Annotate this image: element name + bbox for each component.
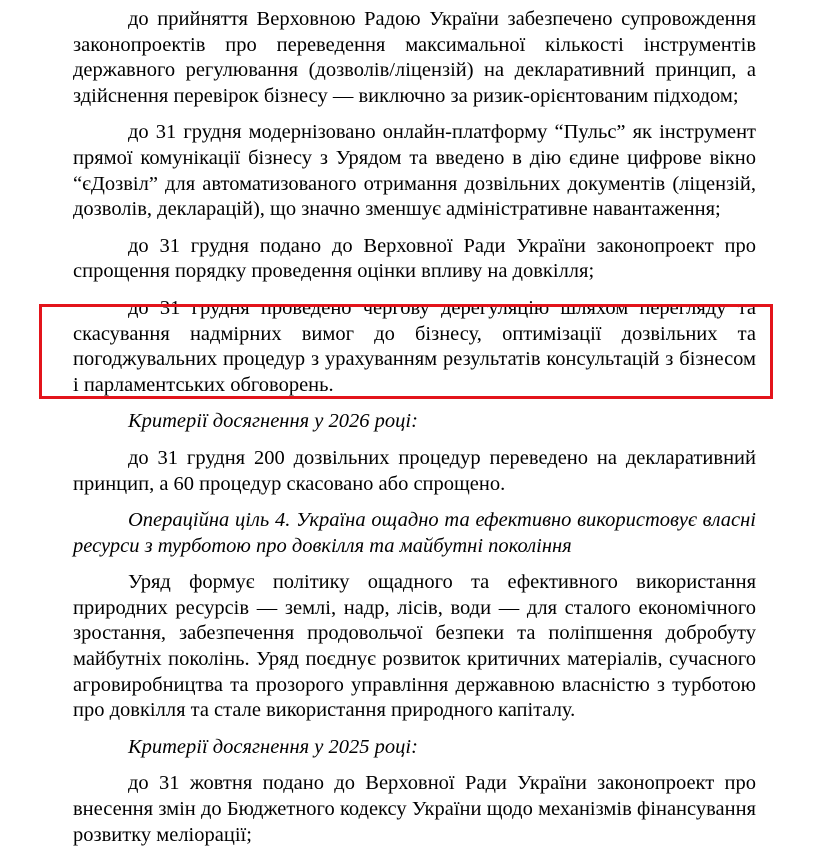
paragraph-puls-platform: до 31 грудня модернізовано онлайн-платформу “Пульс” як інструмент прямої комунікації бізнесу з Урядом та введено в дію єдине цифрове вікно “єДозвіл” для автоматизованого отримання дозвільних документів (ліцензій, дозволів, декларацій), що значно зменшує адміністративне навантаження; — [73, 121, 756, 221]
paragraph-highlighted-deregulation: до 31 грудня проведено чергову дерегуляцію шляхом перегляду та скасування надмірних вимог до бізнесу, оптимізації дозвільних та погоджувальних процедур з урахуванням результатів консультацій з бізнесом і парламентських обговорень. — [73, 296, 756, 396]
heading-criteria-2025: Критерії досягнення у 2025 році: — [128, 735, 418, 758]
paragraph-budget-code-bill: до 31 жовтня подано до Верховної Ради України законопроект про внесення змін до Бюджетного кодексу України щодо механізмів фінансування розвитку меліорації; — [73, 772, 756, 846]
paragraph-deregulation-bills: до прийняття Верховною Радою України забезпечено супровождення законопроектів про переведення максимальної кількості інструментів державного регулювання (дозволів/ліцензій) на декларативний принцип, а здійснення перевірок бізнесу — виключно за ризик-орієнтованим підходом; — [73, 8, 756, 107]
paragraph-natural-resources-policy: Уряд формує політику ощадного та ефективного використання природних ресурсів — землі, надр, лісів, води — для сталого економічного зростання, забезпечення продовольчої безпеки та поліпшення добробуту майбутніх поколінь. Уряд поєднує розвиток критичних матеріалів, сучасного агровиробництва та прозорого управління державною власністю з турботою про довкілля та стале використання природного капіталу. — [73, 571, 756, 722]
paragraph-200-procedures: до 31 грудня 200 дозвільних процедур переведено на декларативний принцип, а 60 процедур скасовано або спрощено. — [73, 446, 756, 495]
heading-criteria-2026: Критерії досягнення у 2026 році: — [128, 410, 418, 433]
paragraph-environmental-impact: до 31 грудня подано до Верховної Ради України законопроект про спрощення порядку проведення оцінки впливу на довкілля; — [73, 234, 756, 283]
heading-operational-goal-4: Операційна ціль 4. Україна ощадно та ефективно використовує власні ресурси з турботою про довкілля та майбутні покоління — [73, 509, 756, 557]
document-page — [73, 0, 756, 848]
